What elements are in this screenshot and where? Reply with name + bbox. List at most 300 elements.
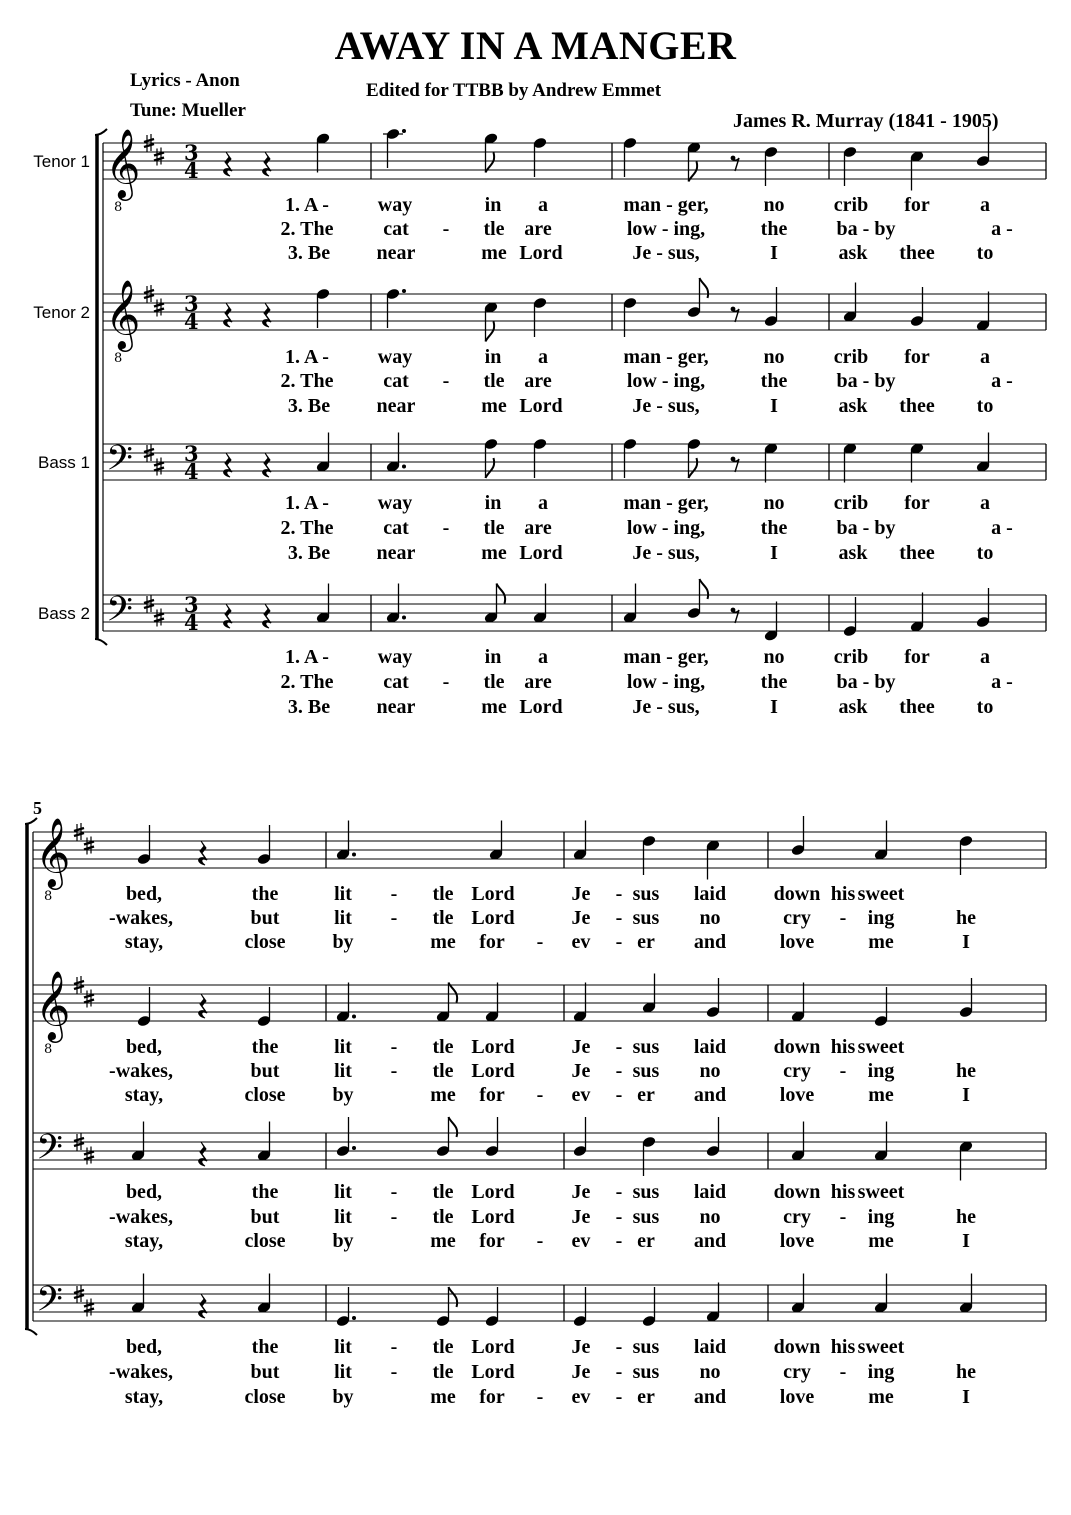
- lyric-syllable: love: [779, 1230, 815, 1252]
- lyric-syllable: sus: [632, 1206, 660, 1228]
- sharp-bar: [154, 304, 164, 307]
- note-flag: [449, 1117, 458, 1137]
- quarter-rest-icon: [199, 1294, 207, 1318]
- lyric-syllable: Lord: [471, 907, 515, 929]
- note-head: [483, 437, 498, 478]
- note-head: [705, 978, 720, 1019]
- note-head: [958, 834, 973, 875]
- lyric-syllable: for: [479, 1386, 505, 1408]
- lyric-syllable: thee: [899, 395, 935, 417]
- lyric-syllable: close: [244, 1386, 286, 1408]
- lyric-syllable: close: [244, 931, 286, 953]
- sharp-bar: [84, 1157, 94, 1160]
- time-signature-denominator: 4: [184, 309, 199, 334]
- lyric-syllable: me: [430, 931, 456, 953]
- lyric-syllable: lit: [334, 1361, 352, 1383]
- lyric-syllable: the: [760, 517, 788, 539]
- note-head: [873, 987, 888, 1028]
- lyric-syllable: a: [980, 492, 990, 514]
- lyric-syllable: Je: [571, 907, 591, 929]
- lyric-syllable: Je - sus,: [632, 242, 700, 264]
- lyric-syllable: no: [763, 346, 785, 368]
- lyric-syllable: Lord: [519, 542, 563, 564]
- lyric-syllable: me: [868, 931, 894, 953]
- note-flag: [497, 584, 506, 604]
- octave-eight-marker: 8: [44, 1042, 53, 1057]
- quarter-rest-icon: [263, 303, 271, 327]
- lyric-syllable: by: [332, 1230, 354, 1252]
- sharp-bar: [74, 981, 84, 984]
- lyric-syllable: sus: [632, 1336, 660, 1358]
- lyric-syllable: in: [484, 646, 502, 668]
- note-head: [622, 136, 637, 177]
- lyric-syllable: no: [763, 194, 785, 216]
- lyric-syllable: ev: [571, 1386, 591, 1408]
- lyric-syllable: his: [830, 1036, 856, 1058]
- note-head: [136, 825, 151, 866]
- lyric-syllable: sus: [632, 1361, 660, 1383]
- lyric-syllable: er: [637, 1230, 655, 1252]
- sharp-bar: [84, 1000, 94, 1003]
- lyric-syllable: -: [536, 1230, 544, 1252]
- sharp-bar: [84, 995, 94, 998]
- sharp-bar: [154, 468, 164, 471]
- lyric-syllable: cat: [383, 370, 409, 392]
- sharp-icon: [154, 148, 164, 166]
- lyric-syllable: ev: [571, 1230, 591, 1252]
- sharp-bar: [154, 158, 164, 161]
- time-signature-numerator: 3: [184, 291, 199, 316]
- sharp-bar: [84, 1309, 94, 1312]
- sharp-icon: [84, 837, 94, 855]
- lyric-syllable: ev: [571, 931, 591, 953]
- treble-clef-icon: [105, 129, 140, 216]
- lyric-syllable: -wakes,: [109, 1361, 173, 1383]
- lyric-syllable: Lord: [519, 242, 563, 264]
- lyric-syllable: no: [699, 1361, 721, 1383]
- lyric-syllable: down: [773, 883, 821, 905]
- lyric-syllable: ask: [838, 696, 868, 718]
- lyric-syllable: way: [377, 346, 413, 368]
- lyric-syllable: ask: [838, 542, 868, 564]
- lyric-syllable: ba - by: [836, 218, 896, 240]
- lyric-syllable: way: [377, 194, 413, 216]
- lyric-syllable: and: [693, 1386, 727, 1408]
- quarter-rest-icon: [224, 303, 232, 327]
- treble-clef-glyph: 𝄞: [35, 817, 71, 888]
- quarter-rest-icon: [263, 152, 271, 176]
- sharp-bar: [144, 139, 154, 142]
- note-head: [763, 287, 778, 328]
- lyric-syllable: Lord: [471, 1206, 515, 1228]
- lyric-syllable: -: [442, 218, 450, 240]
- lyric-syllable: sus: [632, 1060, 660, 1082]
- bass-clef-icon: 𝄢: [106, 437, 134, 487]
- treble-clef-icon: [35, 971, 70, 1058]
- note-head: [256, 987, 271, 1028]
- lyric-syllable: love: [779, 1084, 815, 1106]
- lyric-syllable: -: [390, 883, 398, 905]
- lyric-syllable: in: [484, 194, 502, 216]
- lyric-syllable: 2. The: [280, 671, 334, 693]
- treble-clef-glyph: 𝄞: [105, 128, 141, 199]
- time-signature-numerator: 3: [184, 140, 199, 165]
- lyric-syllable: down: [773, 1336, 821, 1358]
- quarter-rest-icon: [199, 1142, 207, 1166]
- note-head: [790, 816, 805, 857]
- lyric-syllable: for: [479, 1230, 505, 1252]
- lyric-syllable: me: [868, 1230, 894, 1252]
- lyric-syllable: are: [524, 370, 552, 392]
- lyric-syllable: Je: [571, 1060, 591, 1082]
- lyric-syllable: low - ing,: [626, 370, 706, 392]
- quarter-rest-icon: [224, 152, 232, 176]
- tune-credit: Tune: Mueller: [130, 100, 246, 121]
- sharp-bar: [74, 1295, 84, 1298]
- bracket-hook: [95, 639, 107, 645]
- sharp-bar: [84, 847, 94, 850]
- lyric-syllable: for: [904, 346, 930, 368]
- lyric-syllable: close: [244, 1230, 286, 1252]
- lyric-syllable: sweet: [857, 1181, 905, 1203]
- note-flag: [486, 322, 495, 342]
- sharp-bar: [154, 153, 164, 156]
- lyric-syllable: way: [377, 492, 413, 514]
- lyric-syllable: er: [637, 1386, 655, 1408]
- lyric-syllable: to: [976, 696, 994, 718]
- quarter-rest-icon: [199, 841, 207, 865]
- lyric-syllable: his: [830, 883, 856, 905]
- treble-clef-glyph: 𝄞: [105, 279, 141, 350]
- lyric-syllable: -: [615, 931, 623, 953]
- lyric-syllable: 3. Be: [287, 696, 331, 718]
- lyric-syllable: down: [773, 1036, 821, 1058]
- lyric-syllable: a: [980, 346, 990, 368]
- lyric-syllable: lit: [334, 1060, 352, 1082]
- lyric-syllable: -: [390, 1036, 398, 1058]
- rest-stroke: [733, 158, 739, 171]
- lyric-syllable: cat: [383, 671, 409, 693]
- sharp-icon: [154, 458, 164, 476]
- lyric-syllable: ing: [867, 1206, 895, 1228]
- lyric-syllable: are: [524, 218, 552, 240]
- lyric-syllable: Je: [571, 1336, 591, 1358]
- dot-icon: [352, 1146, 356, 1150]
- lyric-syllable: lit: [334, 907, 352, 929]
- lyric-syllable: he: [956, 1060, 976, 1082]
- lyric-syllable: bed,: [125, 1336, 163, 1358]
- lyric-syllable: tle: [432, 1361, 454, 1383]
- sharp-bar: [154, 463, 164, 466]
- lyric-syllable: -: [615, 907, 623, 929]
- sharp-bar: [144, 454, 154, 457]
- sharp-bar: [144, 600, 154, 603]
- bass-clef-icon: 𝄢: [106, 588, 134, 638]
- lyric-syllable: Je: [571, 1206, 591, 1228]
- lyric-syllable: a -: [991, 671, 1013, 693]
- lyric-syllable: lit: [334, 1206, 352, 1228]
- lyric-syllable: tle: [432, 1336, 454, 1358]
- lyric-syllable: sweet: [857, 1336, 905, 1358]
- lyric-syllable: Lord: [471, 1336, 515, 1358]
- lyric-syllable: lit: [334, 883, 352, 905]
- note-head: [484, 1117, 499, 1158]
- lyric-syllable: stay,: [124, 1386, 164, 1408]
- eighth-rest-icon: [731, 608, 739, 623]
- lyric-syllable: -: [839, 1206, 847, 1228]
- note-head: [975, 588, 990, 629]
- lyric-syllable: Lord: [471, 1036, 515, 1058]
- sharp-bar: [154, 614, 164, 617]
- sharp-bar: [84, 1152, 94, 1155]
- lyric-syllable: 1. A -: [285, 646, 329, 668]
- lyric-syllable: close: [244, 1084, 286, 1106]
- lyric-syllable: -: [615, 1230, 623, 1252]
- lyric-syllable: ing: [867, 1361, 895, 1383]
- note-flag: [700, 278, 709, 298]
- lyric-syllable: -: [442, 370, 450, 392]
- eighth-rest-icon: [731, 156, 739, 171]
- lyric-syllable: Je: [571, 1181, 591, 1203]
- lyric-syllable: tle: [432, 1206, 454, 1228]
- lyric-syllable: lit: [334, 1036, 352, 1058]
- lyric-syllable: no: [699, 1060, 721, 1082]
- eighth-rest-icon: [731, 457, 739, 472]
- time-signature-denominator: 4: [184, 158, 199, 183]
- lyric-syllable: me: [430, 1386, 456, 1408]
- lyric-syllable: stay,: [124, 931, 164, 953]
- note-head: [842, 597, 857, 638]
- note-flag: [689, 458, 698, 478]
- lyric-syllable: -: [390, 1361, 398, 1383]
- lyric-syllable: thee: [899, 542, 935, 564]
- treble-clef-icon: [105, 280, 140, 367]
- lyric-syllable: -: [536, 931, 544, 953]
- rest-stroke: [733, 610, 739, 623]
- lyric-syllable: his: [830, 1181, 856, 1203]
- lyric-syllable: 1. A -: [285, 194, 329, 216]
- lyric-syllable: a -: [991, 517, 1013, 539]
- lyric-syllable: thee: [899, 242, 935, 264]
- lyric-syllable: I: [770, 542, 778, 564]
- lyric-syllable: me: [430, 1230, 456, 1252]
- lyric-syllable: a: [980, 646, 990, 668]
- lyric-syllable: -: [390, 1060, 398, 1082]
- lyric-syllable: are: [524, 517, 552, 539]
- lyric-syllable: a: [980, 194, 990, 216]
- lyric-syllable: to: [976, 242, 994, 264]
- lyric-syllable: the: [251, 1036, 279, 1058]
- lyric-syllable: 1. A -: [285, 346, 329, 368]
- lyric-syllable: 1. A -: [285, 492, 329, 514]
- note-head: [484, 1287, 499, 1328]
- lyric-syllable: Je: [571, 1036, 591, 1058]
- quarter-rest-icon: [263, 453, 271, 477]
- lyric-syllable: crib: [833, 194, 869, 216]
- lyric-syllable: by: [332, 1386, 354, 1408]
- lyric-syllable: Lord: [471, 1060, 515, 1082]
- lyric-syllable: stay,: [124, 1230, 164, 1252]
- lyric-syllable: laid: [693, 883, 727, 905]
- time-signature-denominator: 4: [184, 459, 199, 484]
- note-head: [572, 1117, 587, 1158]
- lyric-syllable: -: [615, 1181, 623, 1203]
- lyric-syllable: for: [904, 492, 930, 514]
- lyric-syllable: to: [976, 542, 994, 564]
- lyric-syllable: but: [250, 907, 280, 929]
- lyric-syllable: cry: [783, 1060, 811, 1082]
- lyric-syllable: laid: [693, 1036, 727, 1058]
- lyric-syllable: -: [536, 1084, 544, 1106]
- part-name-bass-1: Bass 1: [38, 453, 90, 472]
- lyric-syllable: laid: [693, 1181, 727, 1203]
- sharp-bar: [74, 828, 84, 831]
- measure-number: 5: [33, 798, 42, 818]
- lyric-syllable: cry: [783, 907, 811, 929]
- lyric-syllable: the: [251, 1181, 279, 1203]
- lyric-syllable: bed,: [125, 1036, 163, 1058]
- part-name-tenor-2: Tenor 2: [33, 303, 90, 322]
- note-head: [532, 296, 547, 337]
- lyric-syllable: Lord: [471, 883, 515, 905]
- lyric-syllable: near: [376, 542, 416, 564]
- dot-icon: [402, 129, 406, 133]
- lyric-syllable: 2. The: [280, 370, 334, 392]
- note-head: [622, 296, 637, 337]
- page-title: AWAY IN A MANGER: [334, 23, 737, 68]
- lyric-syllable: -: [839, 1060, 847, 1082]
- quarter-rest-icon: [224, 453, 232, 477]
- rest-stroke: [733, 309, 739, 322]
- lyric-syllable: crib: [833, 646, 869, 668]
- lyric-syllable: ask: [838, 395, 868, 417]
- lyric-syllable: tle: [432, 883, 454, 905]
- time-signature-numerator: 3: [184, 441, 199, 466]
- dot-icon: [352, 1015, 356, 1019]
- lyric-syllable: Lord: [519, 395, 563, 417]
- dot-icon: [352, 853, 356, 857]
- lyric-syllable: man - ger,: [623, 646, 709, 668]
- dot-icon: [352, 1316, 356, 1320]
- lyric-syllable: in: [484, 492, 502, 514]
- lyric-syllable: Lord: [471, 1361, 515, 1383]
- note-head: [622, 437, 637, 478]
- lyric-syllable: man - ger,: [623, 492, 709, 514]
- note-head: [572, 1287, 587, 1328]
- lyric-syllable: a -: [991, 218, 1013, 240]
- lyric-syllable: for: [479, 1084, 505, 1106]
- lyric-syllable: bed,: [125, 883, 163, 905]
- lyric-syllable: a -: [991, 370, 1013, 392]
- lyric-syllable: I: [962, 1230, 970, 1252]
- sharp-bar: [144, 144, 154, 147]
- lyric-syllable: the: [760, 218, 788, 240]
- lyric-syllable: tle: [432, 1036, 454, 1058]
- lyric-syllable: he: [956, 1206, 976, 1228]
- note-flag: [700, 579, 709, 599]
- part-name-bass-2: Bass 2: [38, 604, 90, 623]
- lyric-syllable: cry: [783, 1206, 811, 1228]
- lyric-syllable: no: [699, 907, 721, 929]
- octave-eight-marker: 8: [114, 200, 123, 215]
- lyric-syllable: by: [332, 931, 354, 953]
- bracket-hook: [25, 1329, 37, 1335]
- sharp-bar: [84, 842, 94, 845]
- note-flag: [449, 1287, 458, 1307]
- treble-clef-glyph: 𝄞: [35, 970, 71, 1041]
- lyric-syllable: Je - sus,: [632, 696, 700, 718]
- sharp-bar: [154, 619, 164, 622]
- sharp-bar: [154, 309, 164, 312]
- lyric-syllable: sus: [632, 1036, 660, 1058]
- lyric-syllable: to: [976, 395, 994, 417]
- sharp-bar: [84, 1304, 94, 1307]
- note-head: [383, 127, 406, 168]
- sharp-bar: [74, 833, 84, 836]
- lyric-syllable: -: [615, 883, 623, 905]
- rest-stroke: [733, 459, 739, 472]
- lyric-syllable: I: [770, 696, 778, 718]
- lyric-syllable: near: [376, 395, 416, 417]
- note-head: [532, 136, 547, 177]
- lyric-syllable: -wakes,: [109, 1060, 173, 1082]
- lyric-syllable: -wakes,: [109, 907, 173, 929]
- lyric-syllable: Je: [571, 1361, 591, 1383]
- editor-credit: Edited for TTBB by Andrew Emmet: [366, 80, 662, 101]
- time-signature-numerator: 3: [184, 592, 199, 617]
- lyric-syllable: -: [390, 1181, 398, 1203]
- lyric-syllable: crib: [833, 492, 869, 514]
- lyric-syllable: -: [839, 1361, 847, 1383]
- lyric-syllable: love: [779, 1386, 815, 1408]
- lyric-syllable: no: [763, 646, 785, 668]
- lyric-syllable: er: [637, 931, 655, 953]
- lyric-syllable: his: [830, 1336, 856, 1358]
- lyric-syllable: -: [615, 1386, 623, 1408]
- lyric-syllable: I: [770, 395, 778, 417]
- lyric-syllable: Lord: [519, 696, 563, 718]
- bass-clef-icon: 𝄢: [36, 1126, 64, 1176]
- lyric-syllable: the: [760, 671, 788, 693]
- lyric-syllable: love: [779, 931, 815, 953]
- lyric-syllable: tle: [483, 370, 505, 392]
- lyric-syllable: -: [390, 1336, 398, 1358]
- note-head: [909, 287, 924, 328]
- lyric-syllable: -: [442, 517, 450, 539]
- part-name-tenor-1: Tenor 1: [33, 152, 90, 171]
- lyric-syllable: I: [962, 1386, 970, 1408]
- lyric-syllable: I: [770, 242, 778, 264]
- lyric-syllable: -: [615, 1206, 623, 1228]
- sharp-bar: [74, 1138, 84, 1141]
- lyric-syllable: -: [615, 1084, 623, 1106]
- lyric-syllable: for: [479, 931, 505, 953]
- lyric-syllable: me: [430, 1084, 456, 1106]
- sharp-icon: [84, 1299, 94, 1317]
- lyric-syllable: er: [637, 1084, 655, 1106]
- lyric-syllable: -wakes,: [109, 1206, 173, 1228]
- lyric-syllable: me: [868, 1084, 894, 1106]
- sharp-bar: [144, 295, 154, 298]
- lyric-syllable: tle: [432, 1060, 454, 1082]
- lyric-syllable: but: [250, 1361, 280, 1383]
- lyric-syllable: laid: [693, 1336, 727, 1358]
- lyric-syllable: thee: [899, 696, 935, 718]
- note-head: [842, 145, 857, 186]
- lyric-syllable: tle: [483, 671, 505, 693]
- lyric-syllable: a: [538, 492, 548, 514]
- lyric-syllable: tle: [483, 218, 505, 240]
